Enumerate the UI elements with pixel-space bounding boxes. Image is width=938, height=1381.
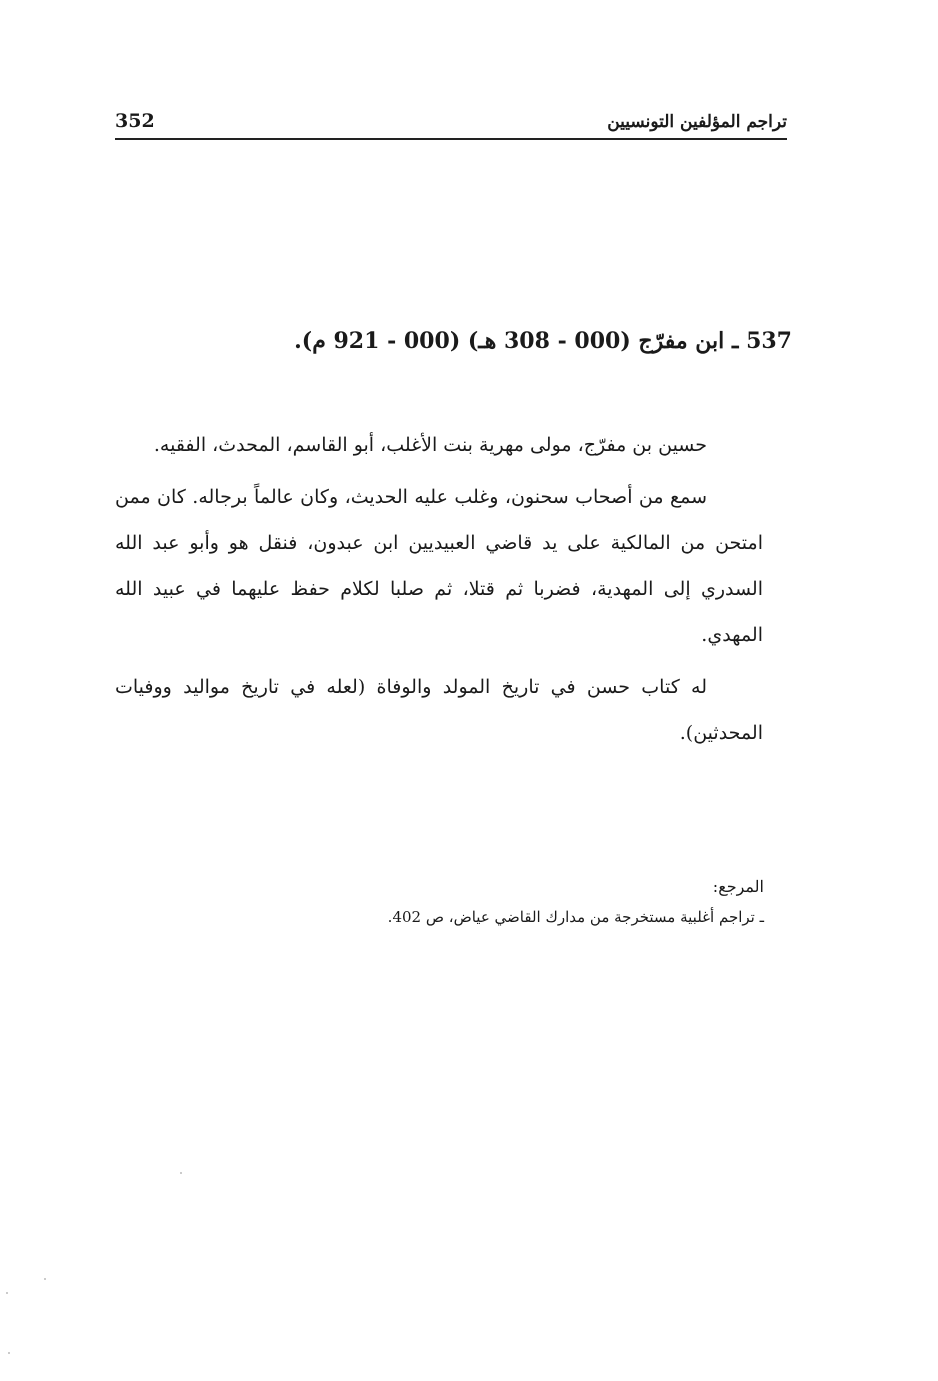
scan-speck xyxy=(44,1278,46,1280)
entry-title: 537 ـ ابن مفرّج (000 - 308 هـ) (000 - 921 م). xyxy=(294,328,792,354)
paragraph-biography: حسين بن مفرّج، مولى مهرية بنت الأغلب، أبو القاسم، المحدث، الفقيه. xyxy=(153,434,707,456)
paragraph-history: سمع من أصحاب سحنون، وغلب عليه الحديث، وكان عالماً برجاله. كان ممن امتحن من المالكية على يد قاضي العبيديين ابن عبدون، فنقل هو وأبو عبد الله السدري إلى المهدية، فضربا ثم قتلا، ثم صلبا لكلام حفظ عليهما في عبيد الله المهدي. xyxy=(115,486,763,646)
entry-body xyxy=(115,422,763,762)
scan-speck xyxy=(180,1172,182,1174)
scan-speck xyxy=(8,1352,10,1354)
page-number: 352 xyxy=(115,110,155,132)
references-section xyxy=(220,872,764,932)
scan-speck xyxy=(6,1292,8,1294)
paragraph-works: له كتاب حسن في تاريخ المولد والوفاة (لعله في تاريخ مواليد ووفيات المحدثين). xyxy=(115,676,763,744)
references-heading: المرجع: xyxy=(712,877,764,896)
reference-item: ـ تراجم أغلبية مستخرجة من مدارك القاضي عياض، ص 402. xyxy=(387,908,764,926)
running-header-title: تراجم المؤلفين التونسيين xyxy=(607,112,787,132)
page-header xyxy=(115,108,787,140)
